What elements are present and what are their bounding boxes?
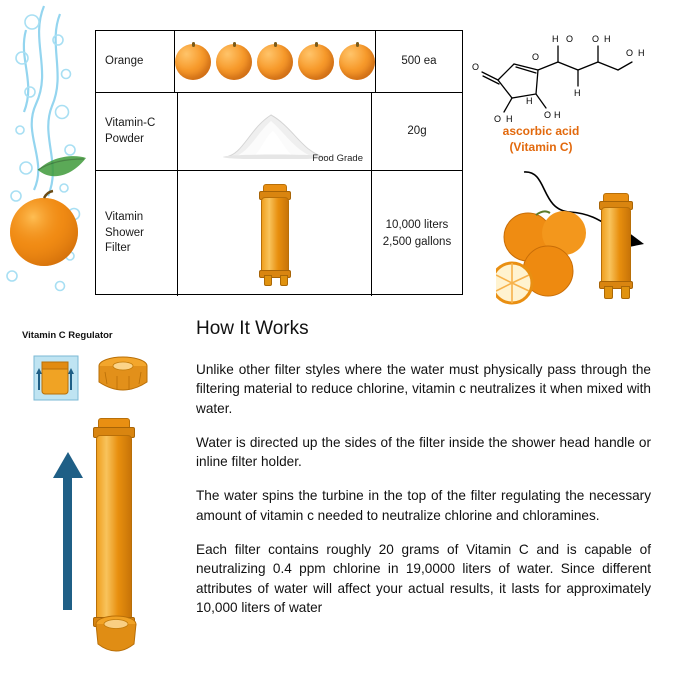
- svg-text:H: H: [526, 96, 533, 106]
- orange-icon: [298, 44, 334, 80]
- hiw-paragraph-2: Water is directed up the sides of the filter inside the shower head handle or inline filter holder.: [196, 434, 651, 470]
- row-qty-filter-line2: 2,500 gallons: [382, 235, 452, 248]
- regulator-cutaway-icon: [28, 350, 84, 406]
- ascorbic-acid-label-line2: (Vitamin C): [509, 139, 573, 154]
- bottom-cap-icon: [92, 614, 140, 660]
- filter-cartridge-photo-icon: [594, 193, 638, 297]
- hiw-paragraph-4: Each filter contains roughly 20 grams of Vitamin C and is capable of neutralizing 0.4 ppm chlorine in 19,0000 liters of water. Since different attributes of water will affect your actual results, it lasts for approximately 10,000 liters of water: [196, 542, 651, 615]
- table-row-orange: [96, 31, 462, 93]
- ascorbic-acid-label: [476, 124, 606, 155]
- powder-pile-icon: [215, 105, 335, 159]
- flow-arrow-up-icon: [52, 452, 84, 612]
- table-row-powder: [96, 93, 462, 171]
- row-label-filter-line1: Vitamin: [105, 211, 144, 224]
- regulator-title: Vitamin C Regulator: [22, 330, 113, 341]
- hiw-paragraph-1: Unlike other filter styles where the water must physically pass through the filtering material to reduce chlorine, vitamin c neutralizes it when mixed with water.: [196, 362, 651, 416]
- row-image-oranges: [175, 31, 376, 92]
- svg-text:O: O: [472, 62, 480, 72]
- turbine-cap-icon: [95, 354, 151, 402]
- row-label-filter-line3: Filter: [105, 242, 131, 255]
- svg-text:O: O: [494, 114, 502, 124]
- row-label-orange-text: Orange: [105, 54, 144, 67]
- ascorbic-acid-label-line1: ascorbic acid: [502, 124, 580, 138]
- svg-text:O: O: [592, 34, 600, 44]
- svg-text:H: H: [604, 34, 611, 44]
- svg-text:H: H: [554, 110, 561, 120]
- food-grade-note: Food Grade: [312, 153, 363, 164]
- row-image-filter: [178, 171, 372, 296]
- ascorbic-acid-structure-svg: [466, 18, 676, 138]
- svg-text:O: O: [626, 48, 634, 58]
- ascorbic-acid-panel: [466, 18, 676, 308]
- water-splash-decoration: [0, 0, 92, 320]
- svg-text:H: H: [638, 48, 645, 58]
- hiw-paragraph-3: The water spins the turbine in the top of the filter regulating the necessary amount of vitamin c needed to neutralize chlorine and chloramines.: [196, 488, 651, 523]
- filter-cartridge-icon: [255, 184, 295, 284]
- orange-icon: [339, 44, 375, 80]
- table-row-filter: [96, 171, 462, 296]
- how-it-works-body: [196, 360, 651, 632]
- svg-text:O: O: [532, 52, 540, 62]
- svg-text:O: O: [544, 110, 552, 120]
- spec-table: [95, 30, 463, 295]
- row-qty-filter-line1: 10,000 liters: [385, 218, 449, 231]
- filter-cartridge-large-icon: [88, 418, 140, 642]
- orange-icon: [257, 44, 293, 80]
- row-label-powder-line2: Powder: [105, 132, 144, 145]
- row-qty-filter: [372, 171, 462, 296]
- svg-text:H: H: [574, 88, 581, 98]
- row-label-powder: [96, 93, 178, 170]
- svg-text:H: H: [552, 34, 559, 44]
- orange-group: [175, 44, 375, 80]
- row-qty-orange: 500 ea: [401, 55, 437, 68]
- row-label-orange: [96, 31, 175, 92]
- row-label-powder-line1: Vitamin-C: [105, 116, 156, 129]
- svg-text:H: H: [506, 114, 513, 124]
- row-qty-powder: 20g: [407, 125, 427, 138]
- orange-icon: [175, 44, 211, 80]
- row-label-filter: [96, 171, 178, 296]
- oranges-photo-icon: [496, 201, 606, 311]
- svg-text:O: O: [566, 34, 574, 44]
- regulator-diagram: [0, 326, 190, 675]
- row-image-powder: [178, 93, 372, 170]
- splash-svg: [0, 0, 92, 320]
- page-title: How It Works: [196, 318, 309, 339]
- product-photo: [496, 193, 676, 303]
- row-label-filter-line2: Shower: [105, 226, 144, 239]
- orange-icon: [216, 44, 252, 80]
- powder-pile-svg: [215, 105, 335, 159]
